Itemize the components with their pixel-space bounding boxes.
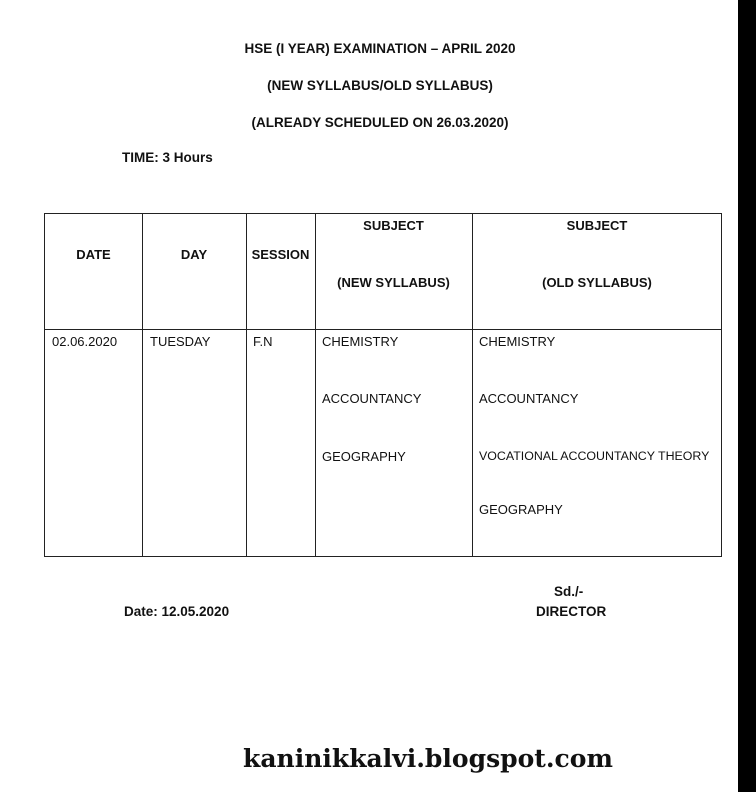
cell-date: 02.06.2020 xyxy=(52,334,118,349)
cell-session: F.N xyxy=(253,334,273,349)
column-divider xyxy=(142,214,143,556)
column-divider xyxy=(472,214,473,556)
signature: Sd./- xyxy=(554,584,584,599)
header-old-syllabus: (OLD SYLLABUS) xyxy=(542,275,652,290)
exam-timetable xyxy=(44,213,722,557)
issue-date: Date: 12.05.2020 xyxy=(124,604,230,619)
director-designation: DIRECTOR xyxy=(536,604,607,619)
column-divider xyxy=(315,214,316,556)
schedule-note: (ALREADY SCHEDULED ON 26.03.2020) xyxy=(251,115,509,130)
header-divider xyxy=(45,329,721,330)
document-subtitle: (NEW SYLLABUS/OLD SYLLABUS) xyxy=(267,78,493,93)
header-subject-old: SUBJECT xyxy=(566,218,628,233)
old-subject-item: ACCOUNTANCY xyxy=(479,391,579,406)
header-day: DAY xyxy=(180,247,208,262)
header-date: DATE xyxy=(76,247,111,262)
header-session: SESSION xyxy=(251,247,310,262)
header-subject-new: SUBJECT xyxy=(363,218,424,233)
blog-watermark: kaninikkalvi.blogspot.com xyxy=(243,744,613,773)
document-title: HSE (I YEAR) EXAMINATION – APRIL 2020 xyxy=(244,41,516,56)
header-new-syllabus: (NEW SYLLABUS) xyxy=(337,275,450,290)
old-subject-item: GEOGRAPHY xyxy=(479,502,563,517)
cell-day: TUESDAY xyxy=(150,334,211,349)
exam-duration: TIME: 3 Hours xyxy=(122,150,213,165)
old-subject-item: CHEMISTRY xyxy=(479,334,556,349)
new-subject-item: CHEMISTRY xyxy=(322,334,399,349)
new-subject-item: ACCOUNTANCY xyxy=(322,391,422,406)
column-divider xyxy=(246,214,247,556)
old-subject-item: VOCATIONAL ACCOUNTANCY THEORY xyxy=(479,449,710,463)
new-subject-item: GEOGRAPHY xyxy=(322,449,406,464)
